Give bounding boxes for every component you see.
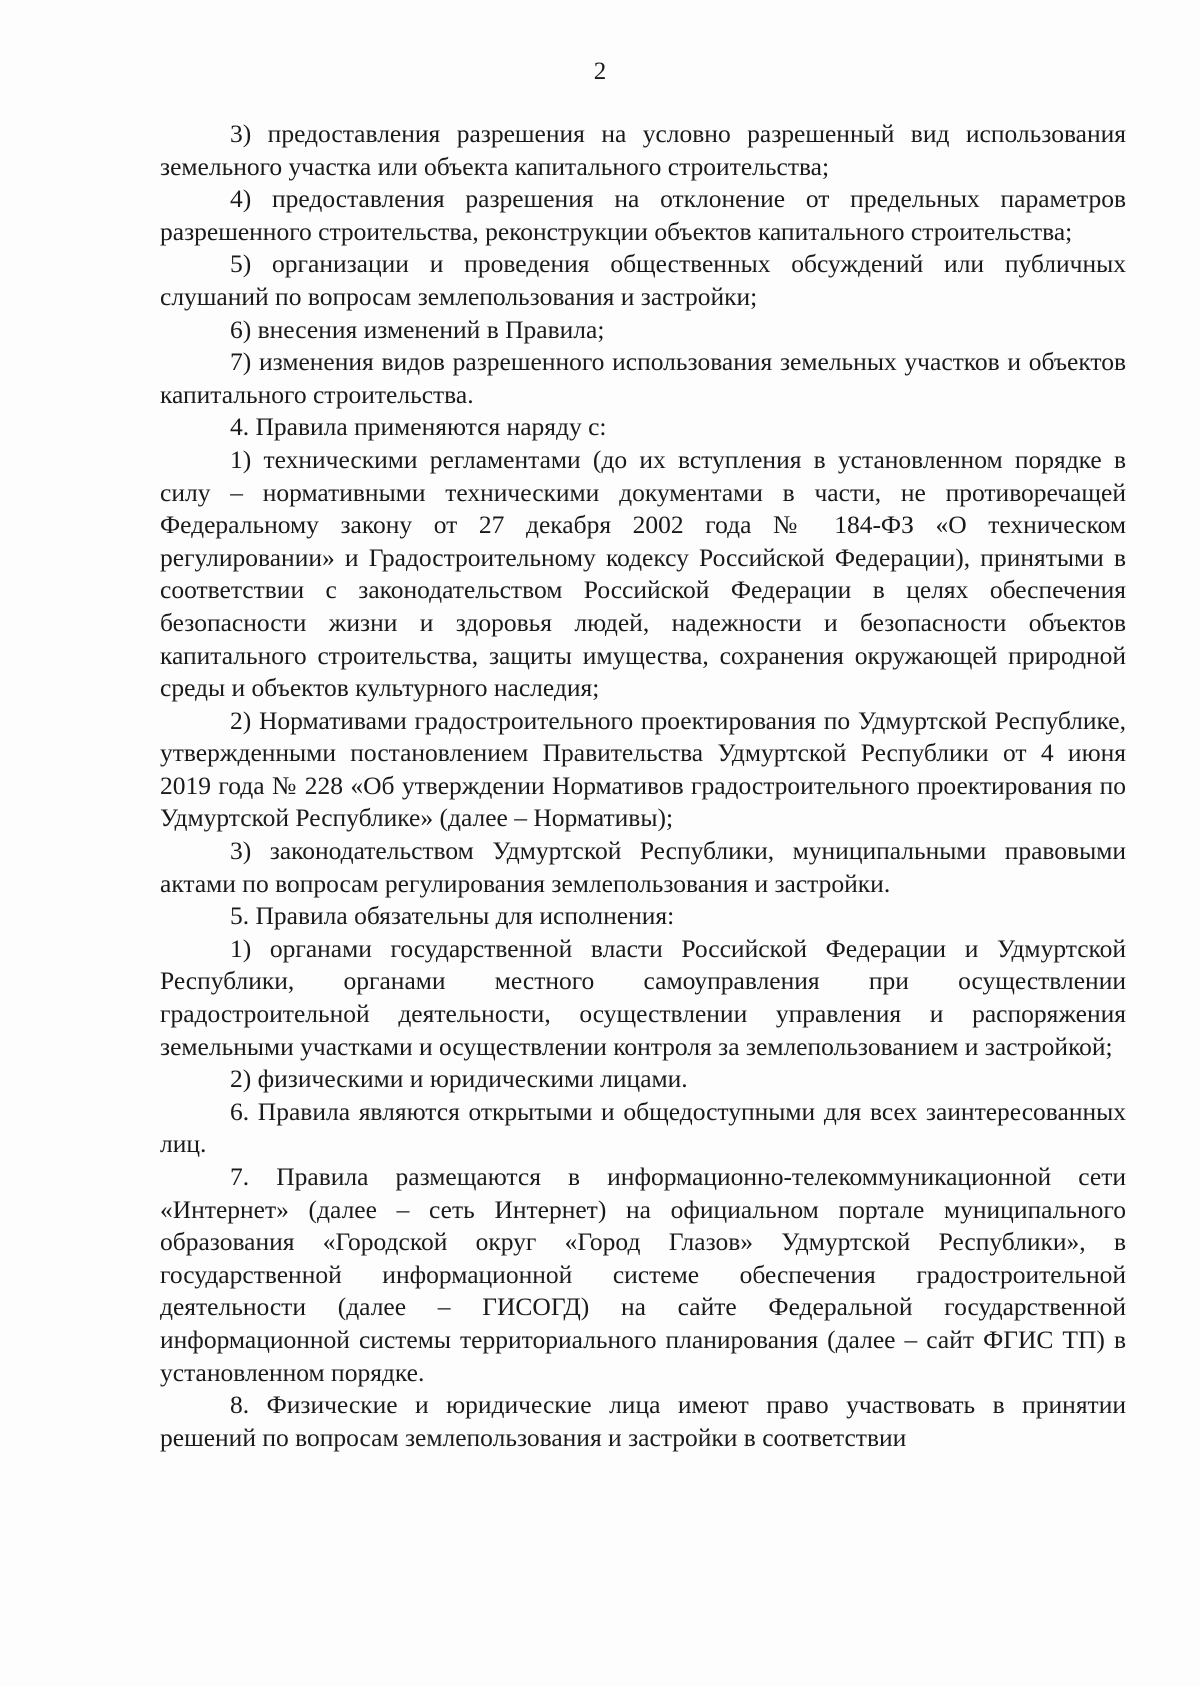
paragraph-6-amendments: 6) внесения изменений в Правила; (230, 314, 605, 344)
paragraph-7-change-of-use: 7) изменения видов разрешенного использования земельных участков и объектов капитального строительства. (160, 347, 1126, 409)
section-4-item-3-legislation: 3) законодательством Удмуртской Республики, муниципальными правовыми актами по вопросам регулирования землепользования и застройки. (160, 836, 1126, 898)
page-number: 2 (593, 58, 607, 85)
section-5-heading: 5. Правила обязательны для исполнения: (230, 901, 675, 931)
section-5-item-2-persons: 2) физическими и юридическими лицами. (230, 1064, 688, 1094)
paragraph-5-public-hearings: 5) организации и проведения общественных обсуждений или публичных слушаний по вопросам землепользования и застройки; (160, 249, 1126, 311)
section-4-item-2-design-standards: 2) Нормативами градостроительного проектирования по Удмуртской Республике, утвержденными постановлением Правительства Удмуртской Республики от 4 июня 2019 года № 228 «Об утверждении Нормативов градостроительного проектирования по Удмуртской Республике» (далее – Нормативы); (160, 705, 1126, 833)
section-8-participation: 8. Физические и юридические лица имеют право участвовать в принятии решений по вопросам землепользования и застройки в соответствии (160, 1390, 1126, 1452)
paragraph-4-deviation-permit: 4) предоставления разрешения на отклонение от предельных параметров разрешенного строительства, реконструкции объектов капитального строительства; (160, 184, 1126, 246)
section-7-publication: 7. Правила размещаются в информационно-телекоммуникационной сети «Интернет» (далее – сеть Интернет) на официальном портале муниципального образования «Городской округ «Город Глазов» Удмуртской Республики», в государственной информационной системе обеспечения градостроительной деятельности (далее – ГИСОГД) на сайте Федеральной государственной информационной системы территориального планирования (далее – сайт ФГИС ТП) в установленном порядке. (160, 1162, 1126, 1387)
section-4-item-1-technical-regulations: 1) техническими регламентами (до их вступления в установленном порядке в силу – нормативными техническими документами в части, не противоречащей Федеральному закону от 27 декабря 2002 года № 184-ФЗ «О техническом регулировании» и Градостроительному кодексу Российской Федерации), принятыми в соответствии с законодательством Российской Федерации в целях обеспечения безопасности жизни и здоровья людей, надежности и безопасности объектов капитального строительства, защиты имущества, сохранения окружающей природной среды и объектов культурного наследия; (160, 444, 1126, 703)
section-5-item-1-authorities: 1) органами государственной власти Российской Федерации и Удмуртской Республики, органами местного самоуправления при осуществлении градостроительной деятельности, осуществлении управления и распоряжения земельными участками и осуществлении контроля за землепользованием и застройкой; (160, 933, 1126, 1061)
paragraph-3-conditional-use-permit: 3) предоставления разрешения на условно разрешенный вид использования земельного участка или объекта капитального строительства; (160, 119, 1126, 181)
document-body (160, 118, 1126, 1454)
section-4-heading: 4. Правила применяются наряду с: (230, 412, 607, 442)
section-6-public-access: 6. Правила являются открытыми и общедоступными для всех заинтересованных лиц. (160, 1096, 1126, 1159)
